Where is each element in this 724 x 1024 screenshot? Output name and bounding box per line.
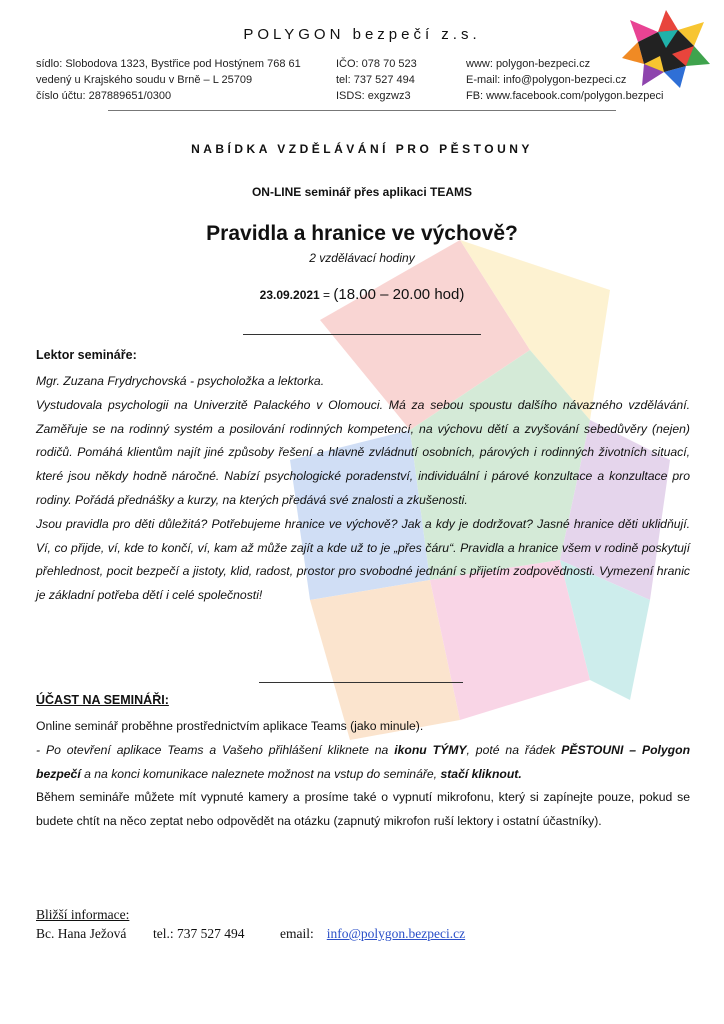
- info-heading: Bližší informace:: [36, 907, 130, 922]
- step-click: stačí kliknout.: [440, 766, 522, 781]
- header-address-line: sídlo: Slobodova 1323, Bystřice pod Hostýnem 768 61: [36, 58, 301, 70]
- participation-note: Během semináře můžete mít vypnuté kamery a prosíme také o vypnutí mikrofonu, který si zapínejte pouze, pokud se budete chtít na něco zeptat nebo odpovědět na otázku (zapnutý mikrofon ruší lektory i ostatní účastníky).: [36, 790, 690, 829]
- header-phone: tel: 737 527 494: [336, 74, 415, 86]
- header-facebook: FB: www.facebook.com/polygon.bezpeci: [466, 90, 664, 102]
- hours-note: 2 vzdělávací hodiny: [309, 251, 415, 265]
- date-separator: =: [319, 288, 334, 302]
- step-text: , poté na řádek: [466, 742, 562, 757]
- seminar-time: (18.00 – 20.00 hod): [333, 286, 465, 303]
- header-contacts: [466, 56, 664, 104]
- lecturer-name: Mgr. Zuzana Frydrychovská - psycholožka a lektorka.: [36, 374, 325, 388]
- organization-name: POLYGON bezpečí z.s.: [243, 26, 481, 43]
- email-label: email:: [280, 926, 314, 941]
- header-ico: IČO: 078 70 523: [336, 58, 417, 70]
- section-divider: [243, 334, 481, 335]
- offer-heading: NABÍDKA VZDĚLÁVÁNÍ PRO PĚSTOUNY: [191, 142, 533, 156]
- seminar-date: 23.09.2021: [259, 288, 320, 302]
- seminar-title: Pravidla a hranice ve výchově?: [206, 222, 518, 245]
- step-text: - Po otevření aplikace Teams a Vašeho přihlášení kliknete na: [36, 742, 395, 757]
- header-email: E-mail: info@polygon-bezpeci.cz: [466, 74, 627, 86]
- step-row-name: PĚSTOUNI – Polygon bezpečí: [36, 742, 691, 781]
- header-divider: [108, 110, 616, 111]
- lecturer-section: [36, 370, 690, 608]
- header-ids: [336, 56, 417, 104]
- contact-phone: tel.: 737 527 494: [153, 926, 245, 941]
- participation-intro: Online seminář proběhne prostřednictvím aplikace Teams (jako minule).: [36, 719, 424, 733]
- header-address-line: číslo účtu: 287889651/0300: [36, 90, 172, 102]
- participation-steps: [36, 739, 690, 787]
- header-address-line: vedený u Krajského soudu v Brně – L 25709: [36, 74, 253, 86]
- seminar-datetime: [0, 286, 724, 303]
- participation-section: [36, 715, 690, 834]
- header-isds: ISDS: exgzwz3: [336, 90, 411, 102]
- contact-info: [36, 905, 465, 943]
- step-teams-icon: ikonu TÝMY: [394, 742, 467, 757]
- info-row: [36, 924, 465, 943]
- seminar-topic: Jsou pravidla pro děti důležitá? Potřebujeme hranice ve výchově? Jak a kdy je dodržovat? Jasné hranice děti uklidňují. Ví, co přijde, ví, kde to končí, ví, kam až může zajít a kde už to je „přes čáru“. Pravidla a hranice všem v rodině poskytují přehlednost, pocit bezpečí a jistoty, klid, radost, prostor pro svobodné jednání s přijetím zodpovědnosti. Vymezení hranic je základní potřeba dětí i celé společnosti!: [36, 516, 690, 603]
- header-web: www: polygon-bezpeci.cz: [466, 58, 591, 70]
- header-address: [36, 56, 301, 104]
- contact-email-link[interactable]: info@polygon.bezpeci.cz: [326, 926, 466, 941]
- step-text: a na konci komunikace naleznete možnost na vstup do semináře,: [80, 766, 441, 781]
- seminar-type: ON-LINE seminář přes aplikaci TEAMS: [251, 185, 473, 199]
- lecturer-bio: Vystudovala psychologii na Univerzitě Palackého v Olomouci. Má za sebou spoustu dalšího návazného vzdělávání. Zaměřuje se na rodinný systém a posilování rodinných kompetencí, na výchovu dětí a zvyšování sebedůvěry (nejen) rodičů. Pomáhá klientům najít jiné způsoby řešení a hlavně zvládnutí osobních, párových i rodinných životních situací, které jsou někdy hodně náročné. Nabízí psychologické poradenství, individuální i párové konzultace a konzultace pro rodiny. Pořádá přednášky a kurzy, na kterých předává své znalosti a zkušenosti.: [36, 397, 690, 507]
- participation-heading: ÚČAST NA SEMINÁŘI:: [36, 693, 169, 707]
- lecturer-heading: Lektor semináře:: [36, 348, 137, 362]
- contact-name: Bc. Hana Ježová: [36, 926, 127, 941]
- section-divider: [259, 682, 463, 683]
